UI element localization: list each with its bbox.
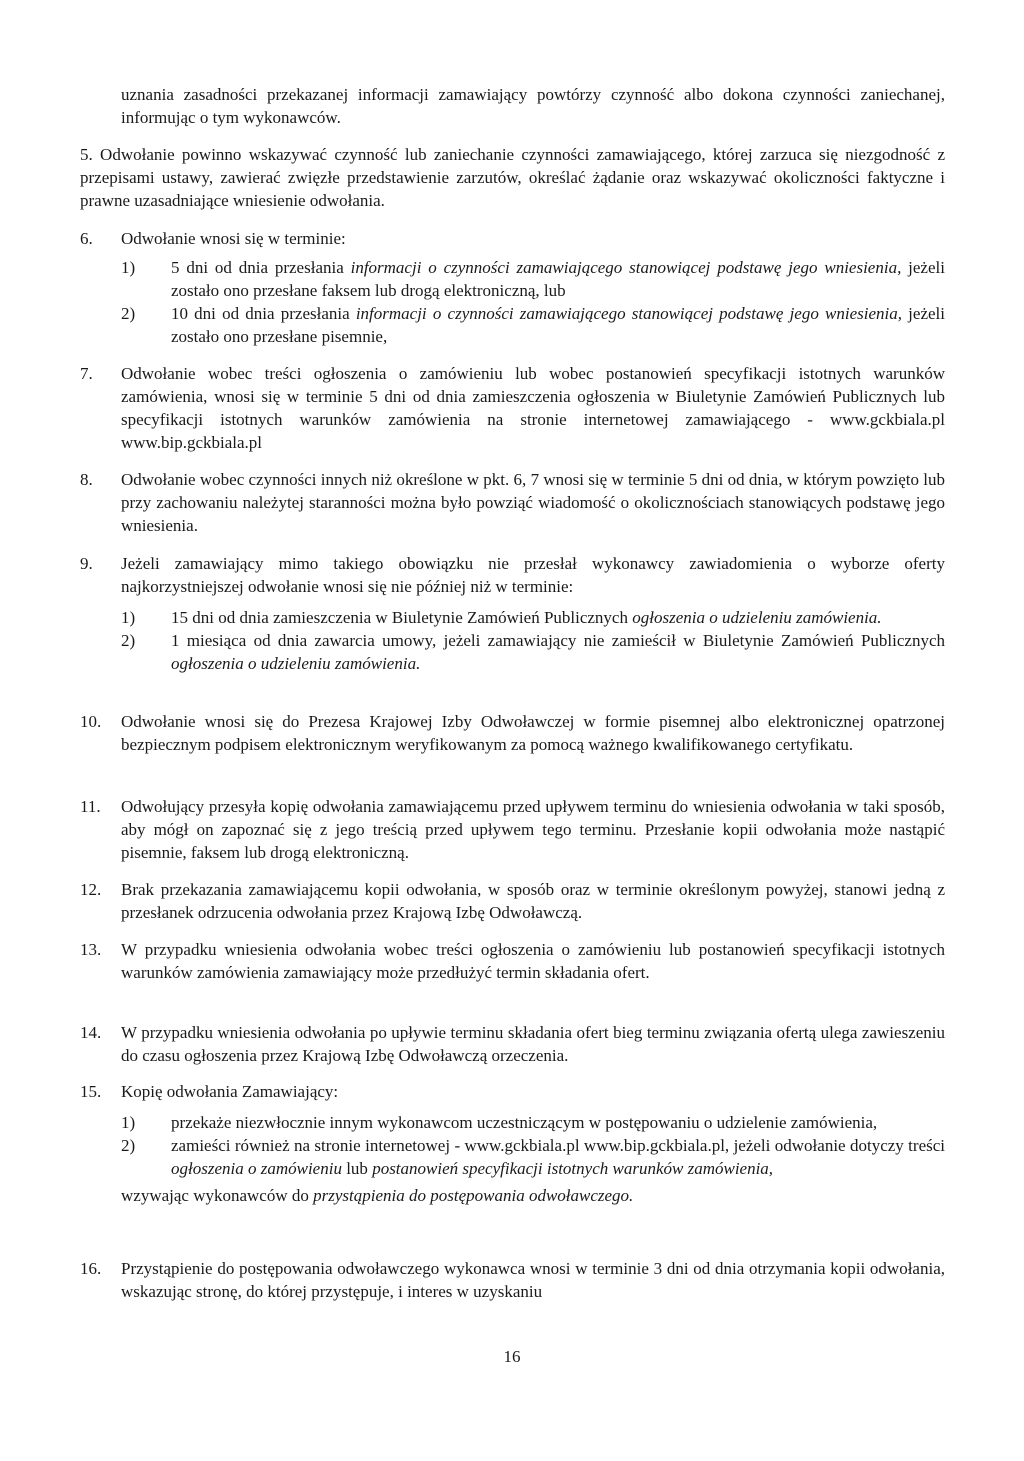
point-9-number: 9. (80, 554, 93, 573)
point-15-sub-1-text: przekaże niezwłocznie innym wykonawcom uczestniczącym w postępowaniu o udzielenie zamówienia, (171, 1113, 878, 1132)
point-6-sub-1-italic: informacji o czynności zamawiającego stanowiącej podstawę jego wniesienia, (350, 258, 902, 277)
point-5-text: Odwołanie powinno wskazywać czynność lub zaniechanie czynności zamawiającego, której zarzuca się niezgodność z przepisami ustawy, zawierać zwięzłe przedstawienie zarzutów, określać żądanie oraz wskazywać okoliczności faktyczne i prawne uzasadniające wniesienie odwołania. (80, 145, 946, 210)
point-15-closing-text: wzywając wykonawców do (121, 1186, 314, 1205)
point-6-sub-1 (121, 256, 945, 302)
point-12-text: Brak przekazania zamawiającemu kopii odwołania, w sposób oraz w terminie określonym powyżej, stanowi jedną z przesłanek odrzucenia odwołania przez Krajową Izbę Odwoławczą. (121, 880, 945, 922)
point-13 (80, 938, 945, 984)
point-15-closing (121, 1184, 945, 1207)
point-6-sub-1-text: 5 dni od dnia przesłania (171, 258, 351, 277)
page-number: 16 (503, 1347, 521, 1366)
point-8 (80, 468, 945, 537)
point-12 (80, 878, 945, 924)
point-9 (80, 552, 945, 675)
point-13-number: 13. (80, 940, 102, 959)
point-10 (80, 710, 945, 756)
point-5-number: 5. (80, 145, 93, 164)
point-10-number: 10. (80, 712, 102, 731)
point-16-text: Przystąpienie do postępowania odwoławczego wykonawca wnosi w terminie 3 dni od dnia otrzymania kopii odwołania, wskazując stronę, do której przystępuje, i interes w uzyskaniu (121, 1259, 945, 1301)
point-9-sub-2 (121, 629, 945, 675)
point-13-text: W przypadku wniesienia odwołania wobec treści ogłoszenia o zamówieniu lub postanowień specyfikacji istotnych warunków zamówienia zamawiający może przedłużyć termin składania ofert. (121, 940, 945, 982)
point-6-sub-2-text: 10 dni od dnia przesłania (171, 304, 356, 323)
point-7-text: Odwołanie wobec treści ogłoszenia o zamówieniu lub wobec postanowień specyfikacji istotnych warunków zamówienia, wnosi się w terminie 5 dni od dnia zamieszczenia ogłoszenia w Biuletynie Zamówień Publicznych lub specyfikacji istotnych warunków zamówienia na stronie internetowej zamawiającego - www.gckbiala.pl www.bip.gckbiala.pl (121, 364, 945, 452)
point-9-sub-2-text: 1 miesiąca od dnia zawarcia umowy, jeżeli zamawiający nie zamieścił w Biuletynie Zamówień Publicznych (171, 631, 945, 650)
point-9-sub-2-italic: ogłoszenia o udzieleniu zamówienia. (171, 654, 421, 673)
point-6-text: Odwołanie wnosi się w terminie: (121, 229, 346, 248)
point-6-sub-1-number: 1) (121, 258, 136, 277)
point-15-sub-2-italic-1: ogłoszenia o zamówieniu (171, 1159, 342, 1178)
point-7 (80, 362, 945, 454)
point-15-sub-2-number: 2) (121, 1136, 136, 1155)
point-12-number: 12. (80, 880, 102, 899)
point-16 (80, 1257, 945, 1303)
point-8-number: 8. (80, 470, 93, 489)
point-11 (80, 795, 945, 864)
point-6-sub-2-number: 2) (121, 304, 136, 323)
intro-paragraph (121, 83, 945, 129)
point-6 (80, 227, 945, 348)
point-6-sub-2-italic: informacji o czynności zamawiającego stanowiącej podstawę jego wniesienia, (355, 304, 902, 323)
point-14 (80, 1021, 945, 1067)
point-15-number: 15. (80, 1082, 102, 1101)
point-6-number: 6. (80, 229, 93, 248)
point-11-text: Odwołujący przesyła kopię odwołania zamawiającemu przed upływem terminu do wniesienia odwołania w taki sposób, aby mógł on zapoznać się z jego treścią przed upływem tego terminu. Przesłanie kopii odwołania może nastąpić pisemnie, faksem lub drogą elektroniczną. (121, 797, 945, 862)
point-14-text: W przypadku wniesienia odwołania po upływie terminu składania ofert bieg terminu związania ofertą ulega zawieszeniu do czasu ogłoszenia przez Krajową Izbę Odwoławczą orzeczenia. (121, 1023, 945, 1065)
point-15-sub-2-text: zamieści również na stronie internetowej - www.gckbiala.pl www.bip.gckbiala.pl, jeżeli odwołanie dotyczy treści (171, 1136, 945, 1155)
point-9-sub-1-italic: ogłoszenia o udzieleniu zamówienia. (632, 608, 882, 627)
point-15-sub-2-text-mid: lub (341, 1159, 373, 1178)
intro-text: uznania zasadności przekazanej informacji zamawiający powtórzy czynność albo dokona czynności zaniechanej, informując o tym wykonawców. (121, 85, 945, 127)
point-14-number: 14. (80, 1023, 102, 1042)
point-10-text: Odwołanie wnosi się do Prezesa Krajowej Izby Odwoławczej w formie pisemnej albo elektronicznej opatrzonej bezpiecznym podpisem elektronicznym weryfikowanym za pomocą ważnego kwalifikowanego certyfikatu. (121, 712, 945, 754)
point-5 (80, 143, 945, 212)
point-9-sub-2-number: 2) (121, 631, 136, 650)
point-15-sub-1 (121, 1111, 945, 1134)
point-15-sub-1-number: 1) (121, 1113, 136, 1132)
point-9-text: Jeżeli zamawiający mimo takiego obowiązku nie przesłał wykonawcy zawiadomienia o wyborze oferty najkorzystniejszej odwołanie wnosi się nie później niż w terminie: (121, 554, 945, 596)
point-15-sub-2 (121, 1134, 945, 1180)
point-7-number: 7. (80, 364, 93, 383)
point-6-sub-1-text-end: jeżeli zostało ono przesłane faksem lub drogą elektroniczną, lub (171, 258, 945, 300)
point-15-sub-2-italic-2: postanowień specyfikacji istotnych warunków zamówienia, (372, 1159, 774, 1178)
point-6-sub-2 (121, 302, 945, 348)
point-6-sub-2-text-end: jeżeli zostało ono przesłane pisemnie, (171, 304, 945, 346)
point-15-text: Kopię odwołania Zamawiający: (121, 1082, 339, 1101)
point-11-number: 11. (80, 797, 101, 816)
point-16-number: 16. (80, 1259, 102, 1278)
point-15 (80, 1080, 945, 1207)
point-9-sub-1-number: 1) (121, 608, 136, 627)
point-9-sub-1-text: 15 dni od dnia zamieszczenia w Biuletynie Zamówień Publicznych (171, 608, 633, 627)
point-9-sub-1 (121, 606, 945, 629)
point-8-text: Odwołanie wobec czynności innych niż określone w pkt. 6, 7 wnosi się w terminie 5 dni od dnia, w którym powzięto lub przy zachowaniu należytej staranności można było powziąć wiadomość o okolicznościach stanowiących podstawę jego wniesienia. (121, 470, 945, 535)
point-15-closing-italic: przystąpienia do postępowania odwoławczego. (313, 1186, 634, 1205)
